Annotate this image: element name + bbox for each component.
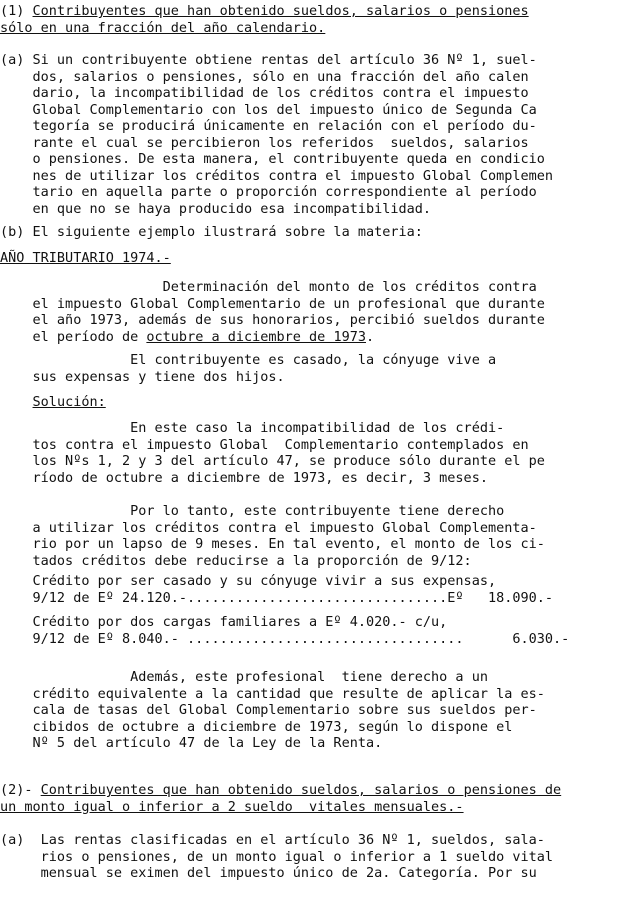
solution-paragraph-line: los Nºs 1, 2 y 3 del artículo 47, se produce sólo durante el pe [0,453,545,469]
section-1-heading [0,3,630,36]
section-2-heading-line-1 [0,782,626,799]
section-1-heading-line-1 [0,3,626,20]
paragraph-b-line: (b) El siguiente ejemplo ilustrará sobre la materia: [0,224,423,240]
example-line: Determinación del monto de los créditos contra [0,279,537,295]
therefore-line: a utilizar los créditos contra el impuesto Global Complementa- [0,519,537,536]
section-2-heading-line-2: un monto igual o inferior a 2 sueldo vitales mensuales.- [0,798,464,815]
therefore-line: tados créditos debe reducirse a la proporción de 9/12: [0,552,472,569]
example-line: el año 1973, además de sus honorarios, percibió sueldos durante [0,312,545,328]
additional-line: Nº 5 del artículo 47 de la Ley de la Renta. [0,735,383,751]
credit-spouse [0,573,630,606]
paragraph-a-line: tario en aquella parte o proporción correspondiente al período [0,184,537,200]
therefore-line: Por lo tanto, este contribuyente tiene derecho [0,503,505,519]
family-line: El contribuyente es casado, la cónyuge vive a [0,352,497,368]
credit-dependents-line-2: 9/12 de Eº 8.040.- .................................. 6.030.- [0,630,570,647]
solution-paragraph-line: ríodo de octubre a diciembre de 1973, es decir, 3 meses. [0,469,488,486]
example-paragraph [0,279,630,345]
credit-dependents [0,614,630,647]
paragraph-b [0,224,630,241]
family-paragraph [0,352,630,385]
paragraph-a-line: tegoría se producirá únicamente en relación con el período du- [0,118,537,134]
section-2-number: (2)- [0,782,33,798]
section-2-title: Contribuyentes que han obtenido sueldos, salarios o pensiones de [40,782,562,798]
paragraph-a-line: Global Complementario con los del impuesto único de Segunda Ca [0,101,537,118]
therefore-line: rio por un lapso de 9 meses. En tal evento, el monto de los ci- [0,536,545,552]
family-line: sus expensas y tiene dos hijos. [0,368,285,385]
solution-paragraph [0,420,630,486]
section-1-number: (1) [0,3,25,19]
credit-dependents-line-1: Crédito por dos cargas familiares a Eº 4.020.- c/u, [0,614,448,630]
paragraph-a-line: rante el cual se percibieron los referidos sueldos, salarios [0,134,529,151]
section-2-paragraph-line: mensual se eximen del impuesto único de 2a. Categoría. Por su [0,865,537,881]
paragraph-a-line: dario, la incompatibilidad de los créditos contra el impuesto [0,85,529,101]
section-1-heading-line-2: sólo en una fracción del año calendario. [0,19,326,36]
solution-paragraph-line: En este caso la incompatibilidad de los crédi- [0,420,505,436]
example-line: el impuesto Global Complementario de un profesional que durante [0,295,545,312]
section-1-title: Contribuyentes que han obtenido sueldos, salarios o pensiones [32,3,529,19]
paragraph-a [0,52,630,217]
paragraph-a-line: en que no se haya producido esa incompatibilidad. [0,200,432,217]
tax-year-heading [0,250,630,267]
paragraph-a-line: o pensiones. De esta manera, el contribuyente queda en condicio [0,151,545,167]
section-2-paragraph-line: rios o pensiones, de un monto igual o inferior a 1 sueldo vital [0,848,554,865]
solution-heading [0,394,630,411]
solution-line [0,394,626,411]
credit-spouse-line-2: 9/12 de Eº 24.120.-................................Eº 18.090.- [0,589,554,606]
solution-paragraph-line: tos contra el impuesto Global Complementario contemplados en [0,436,529,453]
additional-credit-paragraph [0,669,630,752]
additional-line: cala de tasas del Global Complementario sobre sus sueldos per- [0,702,537,718]
example-line: el período de octubre a diciembre de 1973. [0,328,375,345]
paragraph-a-line: nes de utilizar los créditos contra el impuesto Global Complemen [0,167,554,184]
paragraph-a-line: dos, salarios o pensiones, sólo en una fracción del año calen [0,68,529,85]
section-2-paragraph-a [0,832,630,882]
section-2-paragraph-line: (a) Las rentas clasificadas en el artículo 36 Nº 1, sueldos, sala- [0,832,545,848]
credit-spouse-line-1: Crédito por ser casado y su cónyuge vivir a sus expensas, [0,573,497,589]
additional-line: Además, este profesional tiene derecho a un [0,669,488,685]
paragraph-a-line: (a) Si un contribuyente obtiene rentas del artículo 36 Nº 1, suel- [0,52,537,68]
solution-label: Solución: [32,394,106,410]
additional-line: crédito equivalente a la cantidad que resulte de aplicar la es- [0,685,545,702]
additional-line: cibidos de octubre a diciembre de 1973, según lo dispone el [0,718,513,735]
section-2-heading [0,782,630,815]
therefore-paragraph [0,503,630,569]
tax-year-label: AÑO TRIBUTARIO 1974.- [0,250,171,266]
